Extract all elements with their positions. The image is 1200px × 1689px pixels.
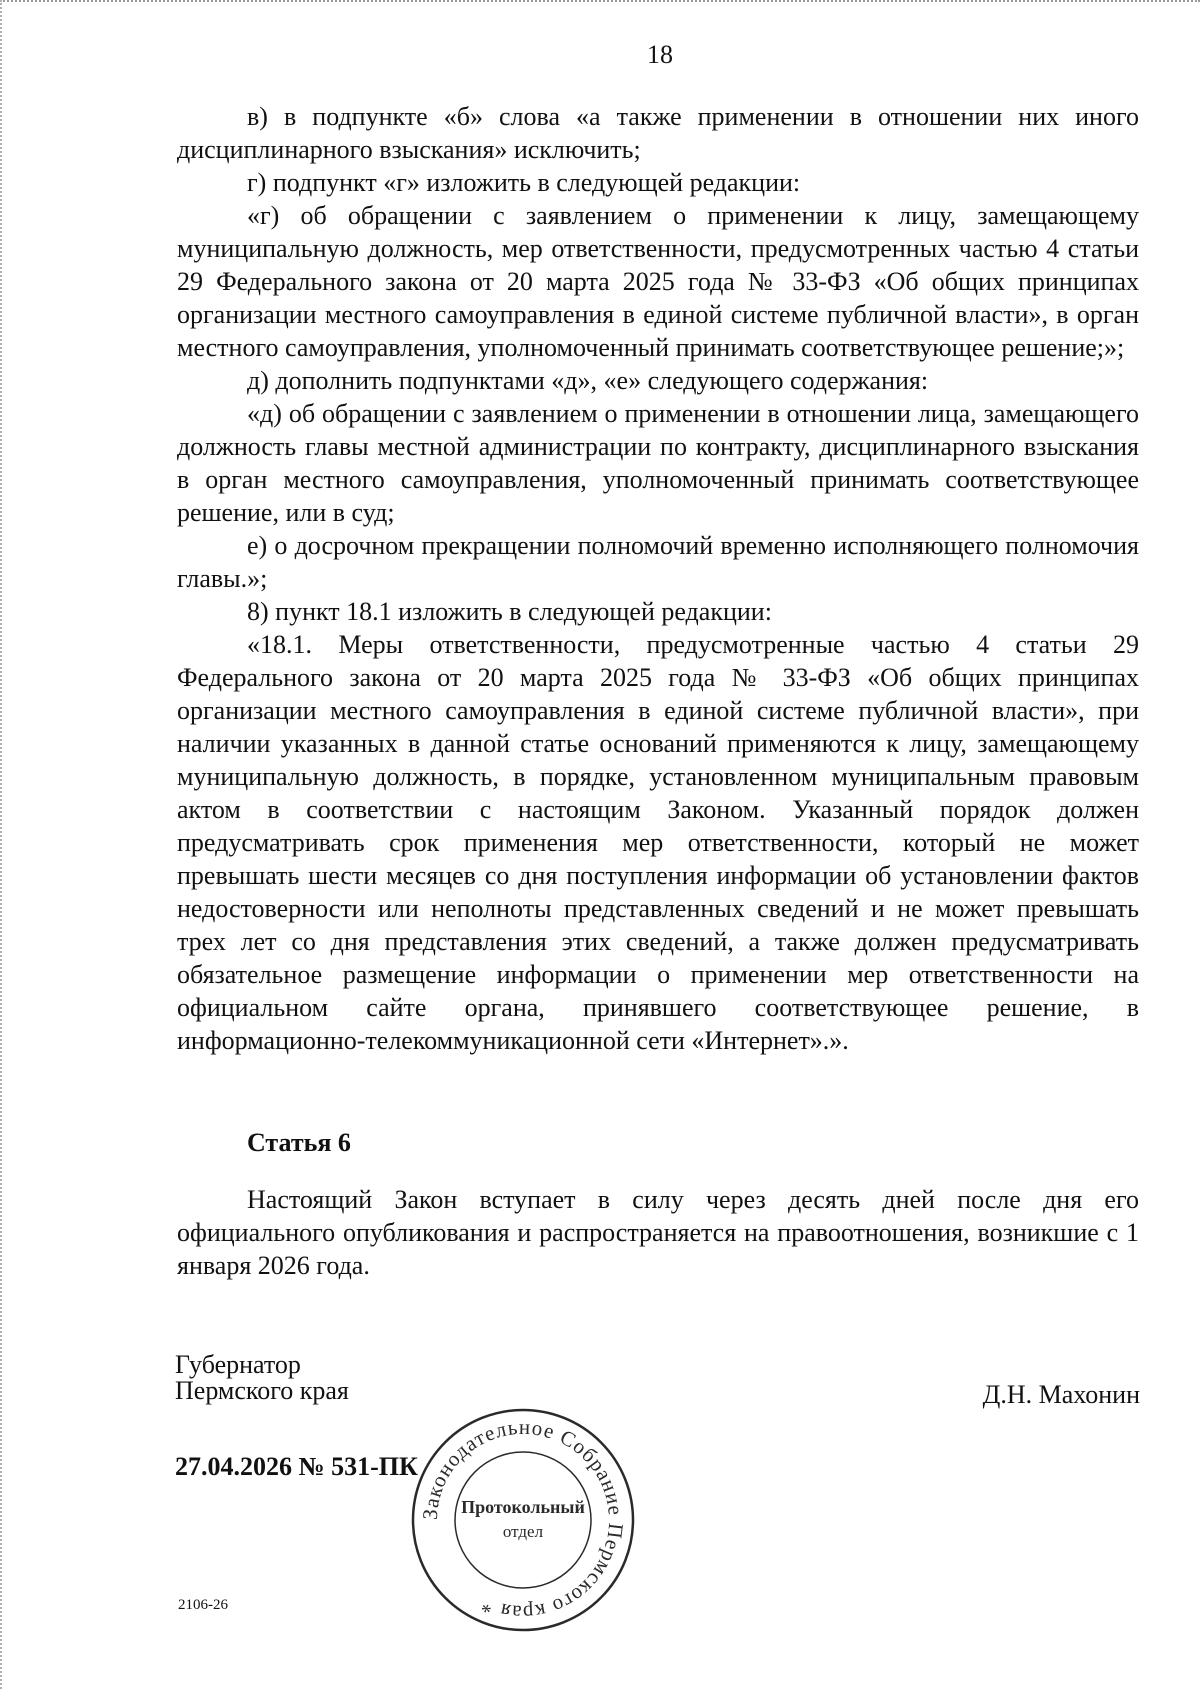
signatory-name: Д.Н. Махонин: [982, 1380, 1140, 1409]
svg-text:Законодательное Собрание Пермс: [418, 1415, 628, 1625]
amendment-text: [177, 100, 1139, 1057]
article-heading: Статья 6: [247, 1128, 351, 1157]
paragraph: е) о досрочном прекращении полномочий временно исполняющего полномочия главы.»;: [177, 531, 1139, 593]
page-number: 18: [647, 40, 673, 69]
scan-edge-left: [0, 0, 4, 1689]
paragraph: 8) пункт 18.1 изложить в следующей редакции:: [247, 597, 772, 626]
paragraph: в) в подпункте «б» слова «а также применении в отношении них иного дисциплинарного взыскания» исключить;: [177, 102, 1139, 164]
signatory-title-line: Губернатор: [175, 1350, 301, 1379]
scan-edge-top: [0, 0, 1200, 4]
paragraph: «г) об обращении с заявлением о применении к лицу, замещающему муниципальную должность, мер ответственности, предусмотренных частью 4 статьи 29 Федерального закона от 20 марта 2025 года № 33-ФЗ «Об общих принципах организации местного самоуправления в единой системе публичной власти», в орган местного самоуправления, уполномоченный принимать соответствующее решение;»;: [177, 201, 1139, 362]
stamp-center-text: Протокольный: [461, 1497, 585, 1517]
article-text: Настоящий Закон вступает в силу через десять дней после дня его официального опубликования и распространяется на правоотношения, возникшие с 1 января 2026 года.: [177, 1185, 1139, 1280]
stamp-center-text: отдел: [502, 1522, 544, 1541]
law-date-number: 27.04.2026 № 531-ПК: [175, 1452, 418, 1481]
paragraph: д) дополнить подпунктами «д», «е» следующего содержания:: [247, 366, 929, 395]
paragraph: «д) об обращении с заявлением о применении в отношении лица, замещающего должность главы местной администрации по контракту, дисциплинарного взыскания в орган местного самоуправления, уполномоченный принимать соответствующее решение, или в суд;: [177, 399, 1139, 527]
signatory-title: [175, 1352, 349, 1404]
document-code: 2106-26: [178, 1597, 228, 1613]
official-stamp: [408, 1405, 638, 1635]
signatory-title-line: Пермского края: [175, 1376, 349, 1405]
paragraph: «18.1. Меры ответственности, предусмотренные частью 4 статьи 29 Федерального закона от 20 марта 2025 года № 33-ФЗ «Об общих принципах организации местного самоуправления в единой системе публичной власти», при наличии указанных в данной статье оснований применяются к лицу, замещающему муниципальную должность, в порядке, установленном муниципальным правовым актом в соответствии с настоящим Законом. Указанный порядок должен предусматривать срок применения мер ответственности, который не может превышать шести месяцев со дня поступления информации об установлении фактов недостоверности или неполноты представленных сведений и не может превышать трех лет со дня представления этих сведений, а также должен предусматривать обязательное размещение информации о применении мер ответственности на официальном сайте органа, принявшего соответствующее решение, в информационно-телекоммуникационной сети «Интернет».».: [177, 630, 1139, 1055]
paragraph: г) подпункт «г» изложить в следующей редакции:: [247, 168, 801, 197]
stamp-ring-text: Законодательное Собрание Пермского края *: [417, 1414, 629, 1626]
